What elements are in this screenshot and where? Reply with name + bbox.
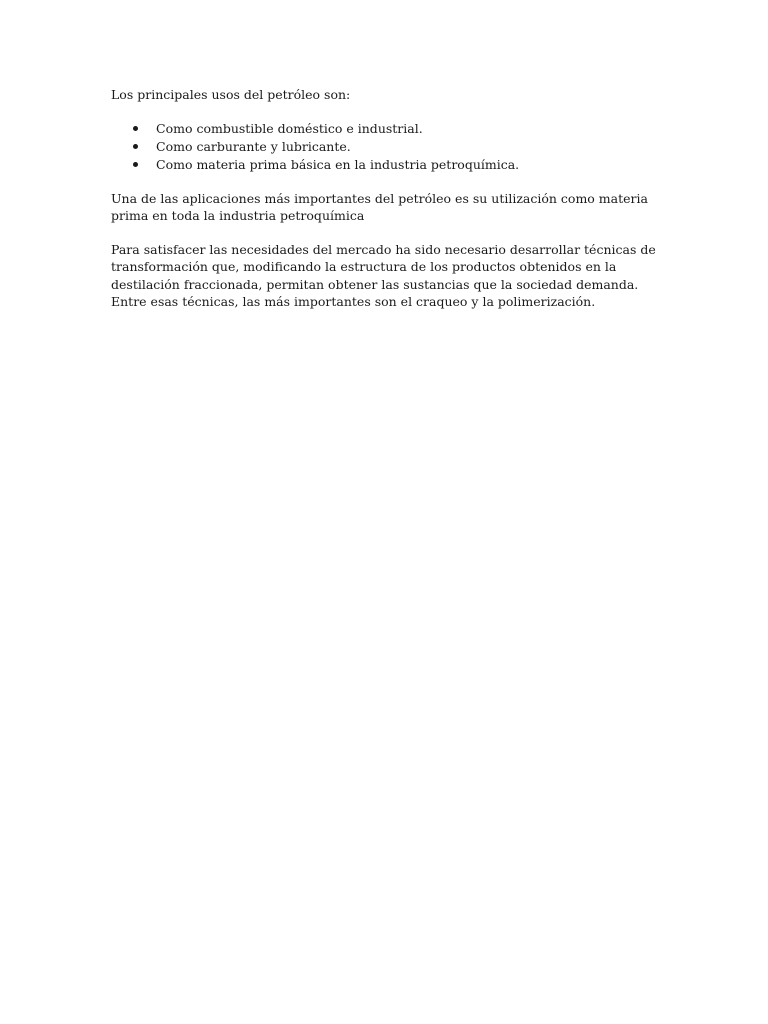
uses-list [111,120,671,174]
paragraph-applications: Una de las aplicaciones más importantes del petróleo es su utilización como materia prima en toda la industria petroquímica [111,190,648,223]
paragraph-techniques: Para satisfacer las necesidades del mercado ha sido necesario desarrollar técnicas de transformación que, modificando la estructura de los productos obtenidos en la destilación fraccionada, permitan obtener las sustancias que la sociedad demanda. Entre esas técnicas, las más importantes son el craqueo y la polimerización. [111,241,656,309]
bullet-icon [133,162,138,167]
bullet-icon [133,144,138,149]
bullet-icon [133,126,138,131]
list-item-text: Como materia prima básica en la industria petroquímica. [156,156,520,172]
list-item [111,138,671,156]
list-item-text: Como carburante y lubricante. [156,138,351,154]
intro-text: Los principales usos del petróleo son: [111,87,351,102]
list-item [111,120,671,138]
list-item-text: Como combustible doméstico e industrial. [156,120,423,136]
document-body [111,86,671,311]
list-item [111,156,671,174]
